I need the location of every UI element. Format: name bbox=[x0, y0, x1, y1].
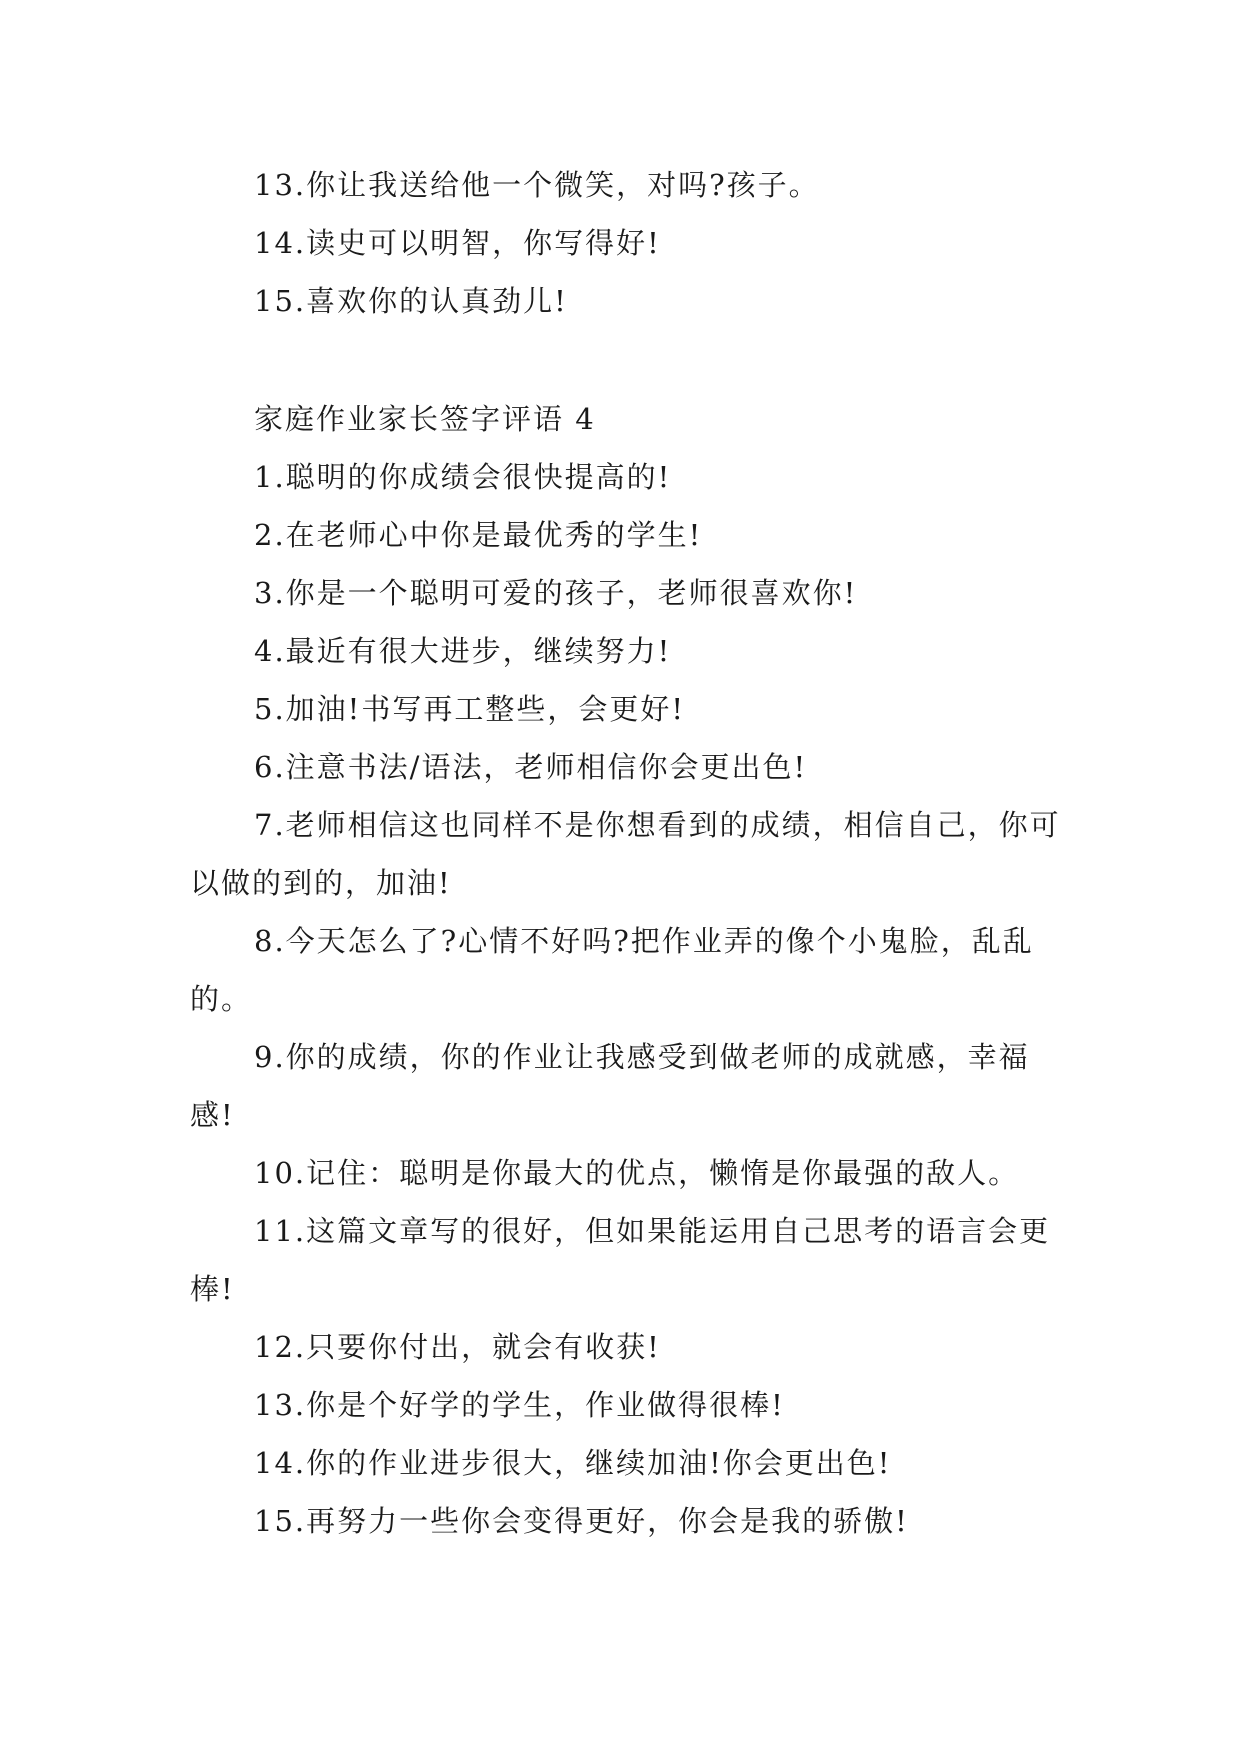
list-item: 13.你让我送给他一个微笑，对吗?孩子。 bbox=[254, 168, 820, 202]
list-item: 9.你的成绩，你的作业让我感受到做老师的成就感，幸福感! bbox=[190, 1040, 1030, 1132]
list-item: 6.注意书法/语法，老师相信你会更出色! bbox=[254, 750, 808, 784]
list-item: 14.读史可以明智，你写得好! bbox=[254, 226, 661, 260]
list-item: 4.最近有很大进步，继续努力! bbox=[254, 634, 672, 668]
list-item: 3.你是一个聪明可爱的孩子，老师很喜欢你! bbox=[254, 576, 858, 610]
list-item: 13.你是个好学的学生，作业做得很棒! bbox=[254, 1388, 785, 1422]
list-item: 15.再努力一些你会变得更好，你会是我的骄傲! bbox=[254, 1504, 909, 1538]
list-item: 5.加油!书写再工整些，会更好! bbox=[254, 692, 685, 726]
list-item: 14.你的作业进步很大，继续加油!你会更出色! bbox=[254, 1446, 892, 1480]
list-item: 15.喜欢你的认真劲儿! bbox=[254, 284, 568, 318]
section-title: 家庭作业家长签字评语 4 bbox=[254, 402, 596, 436]
list-item: 1.聪明的你成绩会很快提高的! bbox=[254, 460, 672, 494]
list-item: 8.今天怎么了?心情不好吗?把作业弄的像个小鬼脸，乱乱的。 bbox=[190, 924, 1034, 1016]
list-item: 10.记住：聪明是你最大的优点，懒惰是你最强的敌人。 bbox=[254, 1156, 1020, 1190]
list-item: 11.这篇文章写的很好，但如果能运用自己思考的语言会更棒! bbox=[190, 1214, 1051, 1306]
list-item: 2.在老师心中你是最优秀的学生! bbox=[254, 518, 703, 552]
list-item: 12.只要你付出，就会有收获! bbox=[254, 1330, 661, 1364]
list-item: 7.老师相信这也同样不是你想看到的成绩，相信自己，你可以做的到的，加油! bbox=[190, 808, 1061, 900]
